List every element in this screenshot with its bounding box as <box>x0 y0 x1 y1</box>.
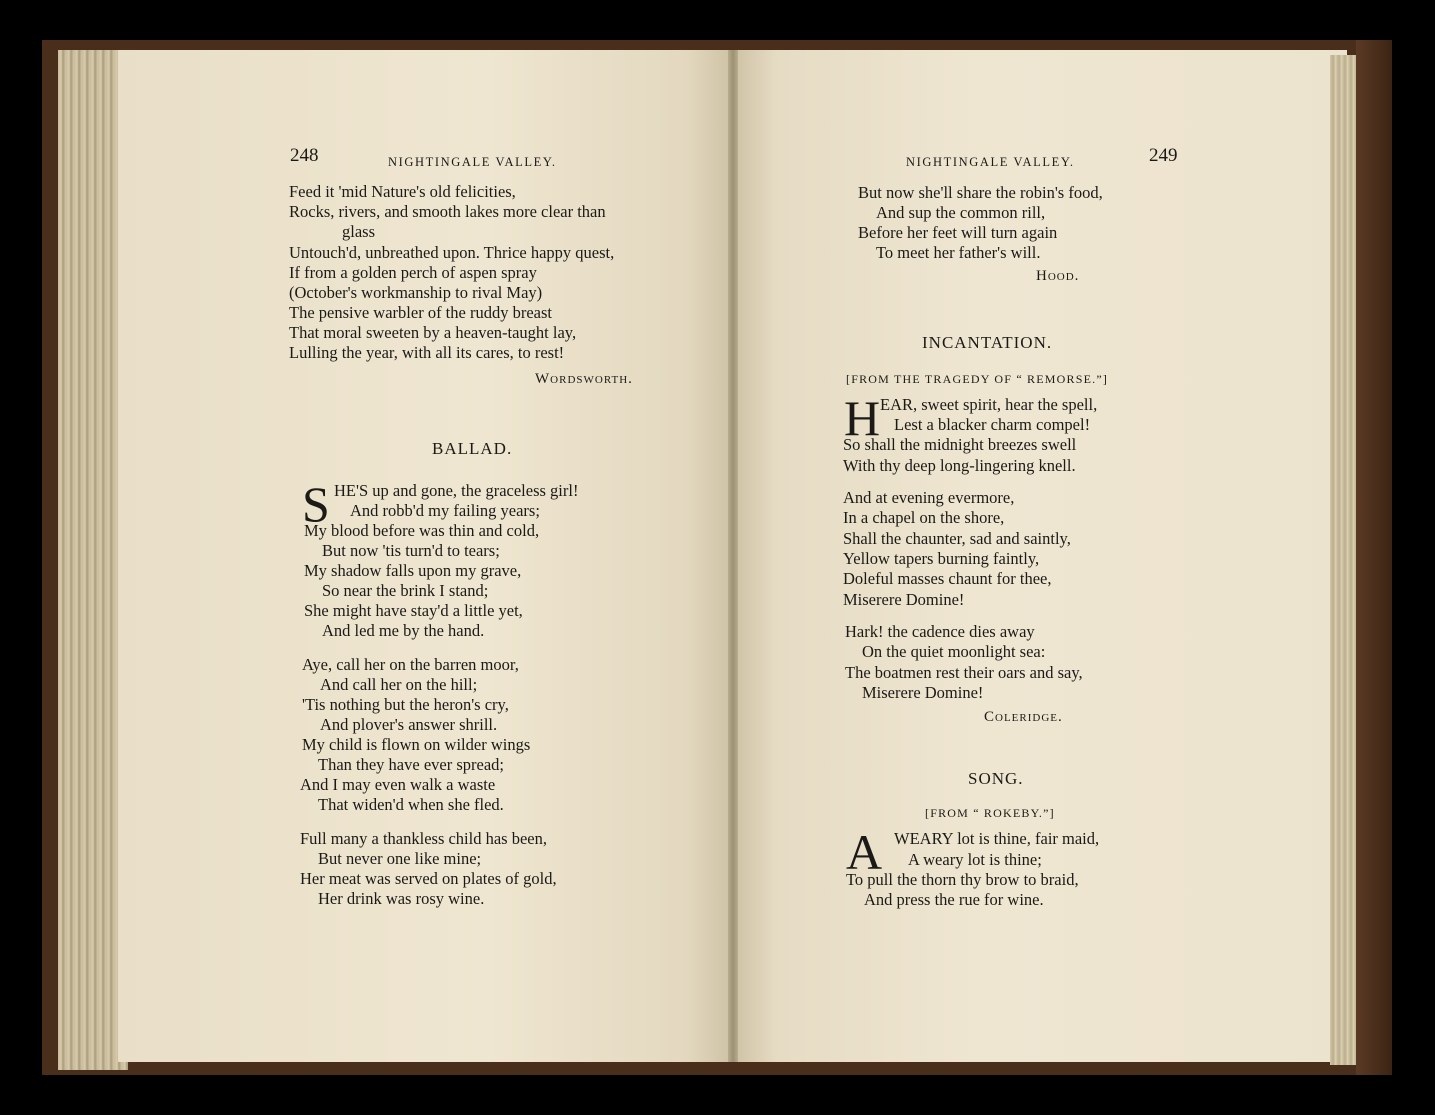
poem-line: My blood before was thin and cold, <box>304 521 540 540</box>
poem-line: Lulling the year, with all its cares, to rest! <box>289 343 565 362</box>
book-gutter <box>728 50 738 1062</box>
poem-line: Lest a blacker charm compel! <box>894 415 1091 434</box>
poem-line: Full many a thankless child has been, <box>300 829 547 848</box>
poem-line: The pensive warbler of the ruddy breast <box>289 303 552 322</box>
poem-line: A weary lot is thine; <box>908 850 1042 869</box>
poem-line: Before her feet will turn again <box>858 223 1058 242</box>
poem-line: glass <box>342 222 375 241</box>
poem-line: To pull the thorn thy brow to braid, <box>846 870 1079 889</box>
left-running-head: NIGHTINGALE VALLEY. <box>388 155 557 169</box>
ballad-title: BALLAD. <box>432 439 513 458</box>
incantation-author: Coleridge. <box>984 709 1063 725</box>
ballad-author: Hood. <box>1036 268 1080 284</box>
book-spine-edge <box>1356 40 1392 1075</box>
poem-line: So near the brink I stand; <box>322 581 489 600</box>
incantation-dropcap: H <box>844 390 881 446</box>
poem-line: And plover's answer shrill. <box>320 715 498 734</box>
poem-line: 'Tis nothing but the heron's cry, <box>302 695 509 714</box>
poem-line: HE'S up and gone, the graceless girl! <box>334 481 579 500</box>
poem-line: And I may even walk a waste <box>300 775 496 794</box>
incantation-title: INCANTATION. <box>922 333 1053 352</box>
poem-line: Feed it 'mid Nature's old felicities, <box>289 182 516 201</box>
poem-line: The boatmen rest their oars and say, <box>845 663 1083 682</box>
incantation-source: [FROM THE TRAGEDY OF “ REMORSE.”] <box>846 372 1109 386</box>
poem-line: Miserere Domine! <box>843 590 965 609</box>
poem-line: And at evening evermore, <box>843 488 1015 507</box>
poem-line: In a chapel on the shore, <box>843 508 1005 527</box>
song-title: SONG. <box>968 769 1024 788</box>
poem-line: That widen'd when she fled. <box>318 795 504 814</box>
poem-line: If from a golden perch of aspen spray <box>289 263 537 282</box>
poem-line: Her drink was rosy wine. <box>318 889 485 908</box>
left-page-number: 248 <box>290 145 319 166</box>
poem-line: Aye, call her on the barren moor, <box>302 655 519 674</box>
poem-line: She might have stay'd a little yet, <box>304 601 523 620</box>
poem-line: Doleful masses chaunt for thee, <box>843 569 1052 588</box>
poem-line: So shall the midnight breezes swell <box>843 435 1077 454</box>
song-dropcap: A <box>846 824 883 880</box>
song-source: [FROM “ ROKEBY.”] <box>925 806 1055 820</box>
poem-line: My shadow falls upon my grave, <box>304 561 522 580</box>
poem-line: Rocks, rivers, and smooth lakes more clear than <box>289 202 606 221</box>
poem-line: EAR, sweet spirit, hear the spell, <box>880 395 1098 414</box>
poem-line: And sup the common rill, <box>876 203 1046 222</box>
right-page-number: 249 <box>1149 145 1178 166</box>
poem-line: But now she'll share the robin's food, <box>858 183 1103 202</box>
ballad-dropcap: S <box>302 476 330 532</box>
poem-line: Her meat was served on plates of gold, <box>300 869 557 888</box>
poem-line: To meet her father's will. <box>876 243 1041 262</box>
poem-line: Shall the chaunter, sad and saintly, <box>843 529 1071 548</box>
poem-line: And press the rue for wine. <box>864 890 1044 909</box>
poem-line: With thy deep long-lingering knell. <box>843 456 1076 475</box>
poem-line: On the quiet moonlight sea: <box>862 642 1046 661</box>
poem-line: Than they have ever spread; <box>318 755 504 774</box>
poem1-author: Wordsworth. <box>535 371 633 387</box>
poem-line: And call her on the hill; <box>320 675 478 694</box>
poem-line: Hark! the cadence dies away <box>845 622 1035 641</box>
poem-line: Yellow tapers burning faintly, <box>843 549 1040 568</box>
poem-line: And led me by the hand. <box>322 621 485 640</box>
poem-line: WEARY lot is thine, fair maid, <box>894 829 1100 848</box>
poem-line: (October's workmanship to rival May) <box>289 283 543 302</box>
poem-line: But now 'tis turn'd to tears; <box>322 541 500 560</box>
poem-line: My child is flown on wilder wings <box>302 735 531 754</box>
poem-line: But never one like mine; <box>318 849 482 868</box>
poem-line: That moral sweeten by a heaven-taught lay, <box>289 323 577 342</box>
poem-line: Miserere Domine! <box>862 683 984 702</box>
poem-line: And robb'd my failing years; <box>350 501 540 520</box>
right-running-head: NIGHTINGALE VALLEY. <box>906 155 1075 169</box>
poem-line: Untouch'd, unbreathed upon. Thrice happy quest, <box>289 243 615 262</box>
